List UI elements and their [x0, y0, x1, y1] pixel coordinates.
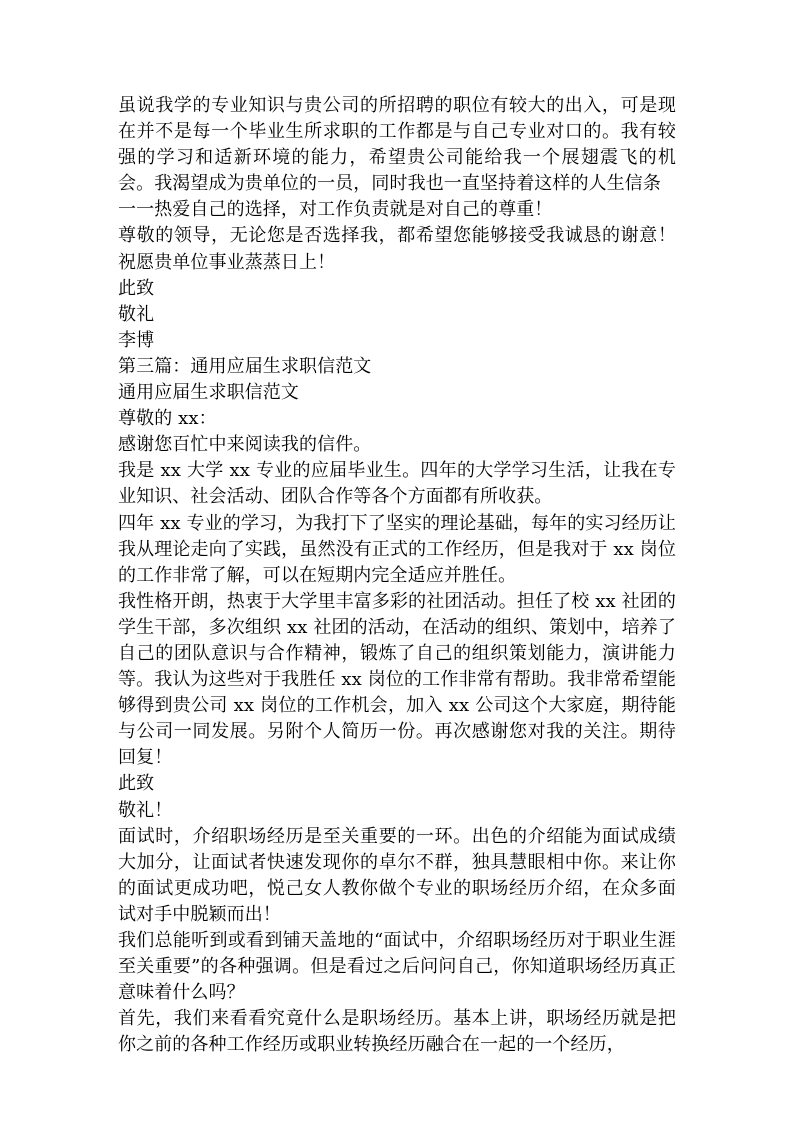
paragraph-intro: 虽说我学的专业知识与贵公司的所招聘的职位有较大的出入，可是现在并不是每一个毕业生所求职的工作都是与自己专业对口的。我有较强的学习和适新环境的能力，希望贵公司能给我一个展翅震飞的机会。我渴望成为贵单位的一员，同时我也一直坚持着这样的人生信条: [118, 95, 676, 195]
closing-cizhi: 此致: [118, 277, 155, 299]
closing-jingli: 敬礼: [118, 303, 155, 325]
signature-name: 李博: [118, 329, 155, 351]
paragraph-interview: 面试时，介绍职场经历是至关重要的一环。出色的介绍能为面试成绩大加分，让面试者快速发现你的卓尔不群，独具慧眼相中你。来让你的面试更成功吧，悦己女人教你做个专业的职场经历介绍，在众多面试对手中脱颖而出！: [118, 825, 676, 925]
paragraph-study: 四年 xx 专业的学习，为我打下了坚实的理论基础，每年的实习经历让我从理论走向了实践，虽然没有正式的工作经历，但是我对于 xx 岗位的工作非常了解，可以在短期内完全适应并胜任。: [118, 512, 676, 586]
salutation: 尊敬的 xx：: [118, 408, 217, 430]
closing-cizhi-2: 此致: [118, 773, 155, 795]
paragraph-gratitude: 感谢您百忙中来阅读我的信件。: [118, 434, 372, 456]
document-body: [118, 93, 676, 1058]
paragraph-emphasis: 我们总能听到或看到铺天盖地的“面试中，介绍职场经历对于职业生涯至关重要”的各种强调。但是看过之后问问自己，你知道职场经历真正意味着什么吗？: [118, 930, 676, 1004]
paragraph-thanks: 尊敬的领导，无论您是否选择我，都希望您能够接受我诚恳的谢意！ 祝愿贵单位事业蒸蒸日上！: [118, 225, 676, 273]
paragraph-motto: 一一热爱自己的选择，对工作负责就是对自己的尊重！: [118, 199, 553, 221]
closing-jingli-2: 敬礼！: [118, 799, 173, 821]
paragraph-definition: 首先，我们来看看究竟什么是职场经历。基本上讲，职场经历就是把你之前的各种工作经历或职业转换经历融合在一起的一个经历，: [118, 1008, 676, 1056]
paragraph-personality: 我性格开朗，热衷于大学里丰富多彩的社团活动。担任了校 xx 社团的学生干部，多次组织 xx 社团的活动，在活动的组织、策划中，培养了自己的团队意识与合作精神，锻炼了自己的组织策划能力，演讲能力等。我认为这些对于我胜任 xx 岗位的工作非常有帮助。我非常希望能够得到贵公司 xx 岗位的工作机会，加入 xx 公司这个大家庭，期待能与公司一同发展。另附个人简历一份。再次感谢您对我的关注。期待回复！: [118, 590, 676, 769]
letter-title: 通用应届生求职信范文: [118, 382, 299, 404]
paragraph-self-intro: 我是 xx 大学 xx 专业的应届毕业生。四年的大学学习生活，让我在专业知识、社会活动、团队合作等各个方面都有所收获。: [118, 460, 676, 508]
section-heading: 第三篇：通用应届生求职信范文: [118, 355, 372, 377]
